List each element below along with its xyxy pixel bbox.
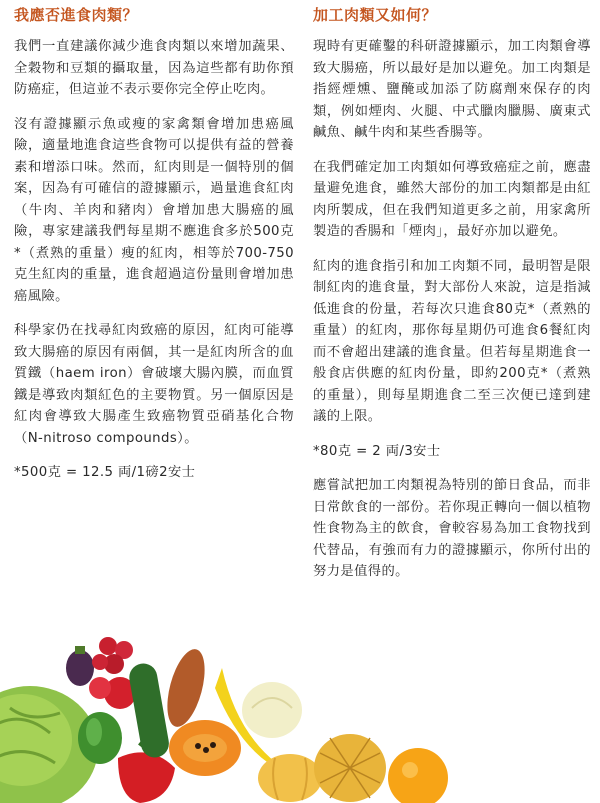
pineapple-image: [314, 734, 386, 802]
left-column: [14, 4, 294, 497]
eggplant-image: [66, 646, 94, 686]
right-paragraph-2: 在我們確定加工肉類如何導致癌症之前，應盡量避免進食，雖然大部份的加工肉類都是由紅肉所製成，但在我們知道更多之前，用家禽所製造的香腸和「煙肉」，最好亦加以避免。: [313, 159, 591, 239]
zucchini-image: [127, 661, 171, 759]
left-footnote: *500克 = 12.5 両/1磅2安士: [14, 465, 196, 480]
garlic-image: [242, 682, 302, 738]
left-paragraph-3: 科學家仍在找尋紅肉致癌的原因，紅肉可能導致大腸癌的原因有兩個，其一是紅肉所含的血質鐵（haem iron）會破壞大腸內膜，而血質鐵是導致肉類紅色的主要物質。另一個原因是紅肉會導致大腸產生致癌物質亞硝基化合物（N-nitroso compounds）。: [14, 323, 294, 446]
heading-should-i-eat-meat: 我應否進食肉類？: [14, 6, 139, 24]
heading-processed-meat: 加工肉類又如何？: [313, 6, 438, 24]
papaya-image: [169, 720, 241, 776]
right-paragraph-1: 現時有更確鑿的科研證據顯示，加工肉類會導致大腸癌，所以最好是加以避免。加工肉類是指經煙燻、鹽醃或加添了防腐劑來保存的肉類，例如煙肉、火腿、中式臘肉臘腸、廣東式鹹魚、鹹牛肉和某些香腸等。: [313, 39, 591, 140]
vegetables-fruit-illustration: [0, 628, 470, 803]
radishes-image: [92, 637, 133, 674]
pumpkin-image: [258, 754, 322, 802]
right-footnote: *80克 = 2 両/3安士: [313, 443, 441, 459]
sweet-potato-image: [160, 645, 212, 731]
green-pepper-image: [78, 712, 122, 764]
right-column: [313, 4, 591, 596]
left-paragraph-1: 我們一直建議你減少進食肉類以來增加蔬果、全穀物和豆類的攝取量，因為這些都有助你預防癌症，但這並不表示要你完全停止吃肉。: [14, 39, 294, 97]
right-paragraph-3: 紅肉的進食指引和加工肉類不同，最明智是限制紅肉的進食量，對大部份人來說，這是指減低進食的份量，若每次只進食80克*（煮熟的重量）的紅肉，那你每星期仍可進食6餐紅肉而不會超出建議的進食量。但若每星期進食一般食店供應的紅肉份量，即約200克*（煮熟的重量），則每星期進食二至三次便已達到建議的上限。: [313, 258, 591, 424]
left-paragraph-2: 沒有證據顯示魚或瘦的家禽類會增加患癌風險，適量地進食這些食物可以提供有益的營養素和增添口味。然而，紅肉則是一個特別的個案，因為有可確信的證據顯示，過量進食紅肉（牛肉、羊肉和豬肉）會增加患大腸癌的風險，專家建議我們每星期不應進食多於500克*（煮熟的重量）瘦的紅肉，相等於700-750克生紅肉的重量，進食超過這份量則會增加患癌風險。: [14, 116, 294, 304]
right-closing-paragraph: 應嘗試把加工肉類視為特別的節日食品，而非日常飲食的一部份。若你現正轉向一個以植物性食物為主的飲食，會較容易為加工食物找到代替品，有強而有力的證據顯示，你所付出的努力是值得的。: [313, 478, 591, 579]
orange-image: [388, 748, 448, 803]
